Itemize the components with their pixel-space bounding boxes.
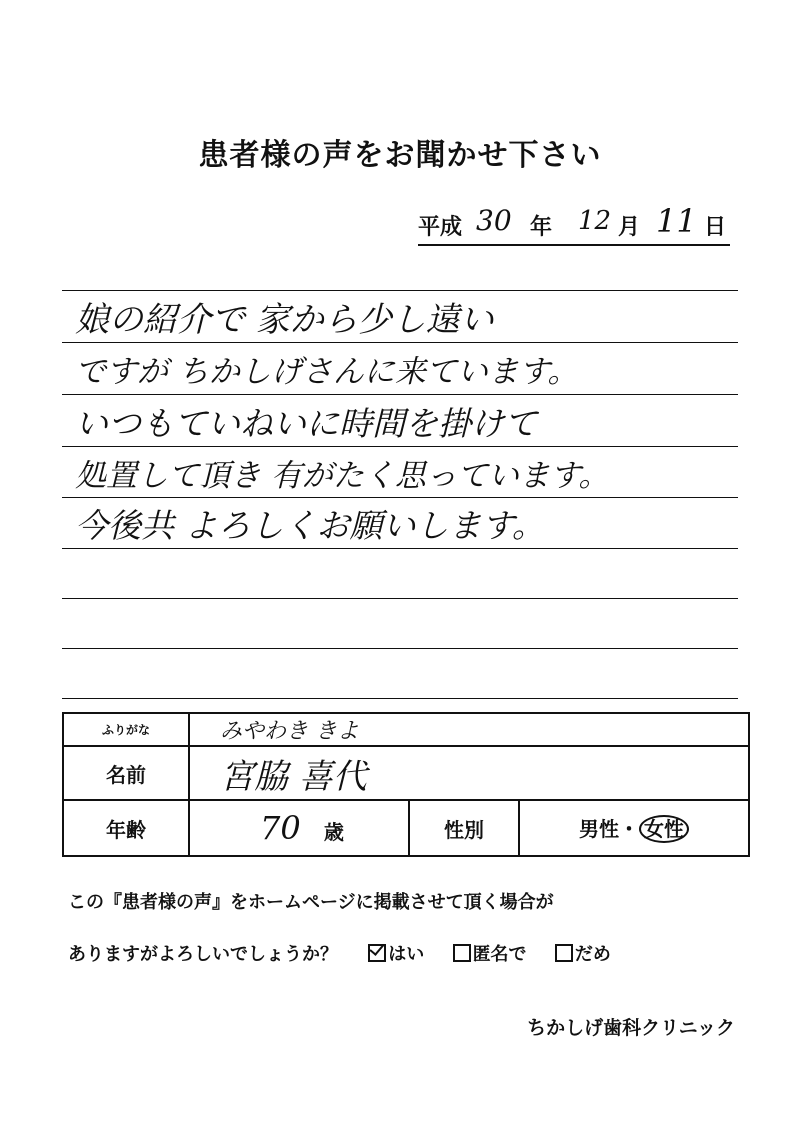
rule-line bbox=[62, 698, 738, 699]
age-label: 年齢 bbox=[63, 800, 189, 856]
name-value: 宮脇 喜代 bbox=[189, 746, 749, 800]
message-line: 娘の紹介で 家から少し遠い bbox=[75, 300, 494, 340]
checkbox-icon[interactable] bbox=[453, 944, 471, 962]
gender-female: 女性 bbox=[639, 815, 689, 843]
consent-line2 bbox=[68, 940, 748, 966]
date-year: 30 bbox=[476, 204, 512, 237]
consent-option-anonymous[interactable] bbox=[453, 944, 533, 965]
rule-line bbox=[62, 394, 738, 395]
consent-text-line2: ありますがよろしいでしょうか？ bbox=[68, 944, 338, 965]
rule-line bbox=[62, 648, 738, 649]
rule-line bbox=[62, 342, 738, 343]
gender-male: 男性 bbox=[579, 817, 619, 841]
gender-label: 性別 bbox=[409, 800, 519, 856]
message-line: 処置して頂き 有がたく思っています。 bbox=[75, 458, 610, 494]
furigana-value: みやわき きよ bbox=[189, 713, 749, 746]
rule-line bbox=[62, 290, 738, 291]
furigana-label: ふりがな bbox=[63, 713, 189, 746]
patient-info-table bbox=[62, 712, 750, 857]
message-line: いつもていねいに時間を掛けて bbox=[75, 404, 537, 443]
consent-text-line1: この『患者様の声』をホームページに掲載させて頂く場合が bbox=[68, 892, 554, 913]
date-day-unit: 日 bbox=[704, 215, 727, 240]
rule-line bbox=[62, 497, 738, 498]
checkbox-checked-icon[interactable] bbox=[368, 944, 386, 962]
consent-option-yes[interactable] bbox=[368, 944, 430, 965]
name-label: 名前 bbox=[63, 746, 189, 800]
page-title: 患者様の声をお聞かせ下さい bbox=[198, 138, 602, 173]
date-line bbox=[418, 202, 730, 246]
consent-option-label: はい bbox=[388, 944, 425, 965]
date-month: 12 bbox=[578, 206, 612, 236]
age-value: 70 bbox=[260, 809, 301, 847]
age-unit: 歳 bbox=[323, 820, 344, 844]
gender-cell bbox=[519, 800, 749, 856]
gender-separator: ・ bbox=[619, 817, 639, 841]
rule-line bbox=[62, 548, 738, 549]
date-year-unit: 年 bbox=[530, 215, 553, 240]
message-line: ですが ちかしげさんに来ています。 bbox=[75, 354, 579, 390]
consent-option-label: 匿名で bbox=[472, 944, 527, 965]
message-line: 今後共 よろしくお願いします。 bbox=[75, 506, 545, 545]
date-day: 11 bbox=[656, 202, 697, 240]
rule-line bbox=[62, 598, 738, 599]
rule-line bbox=[62, 446, 738, 447]
clinic-name: ちかしげ歯科クリニック bbox=[527, 1017, 735, 1039]
checkbox-icon[interactable] bbox=[555, 944, 573, 962]
date-era: 平成 bbox=[418, 215, 463, 240]
age-cell bbox=[189, 800, 409, 856]
consent-option-no[interactable] bbox=[555, 944, 611, 965]
consent-option-label: だめ bbox=[574, 944, 611, 965]
date-month-unit: 月 bbox=[618, 215, 641, 240]
